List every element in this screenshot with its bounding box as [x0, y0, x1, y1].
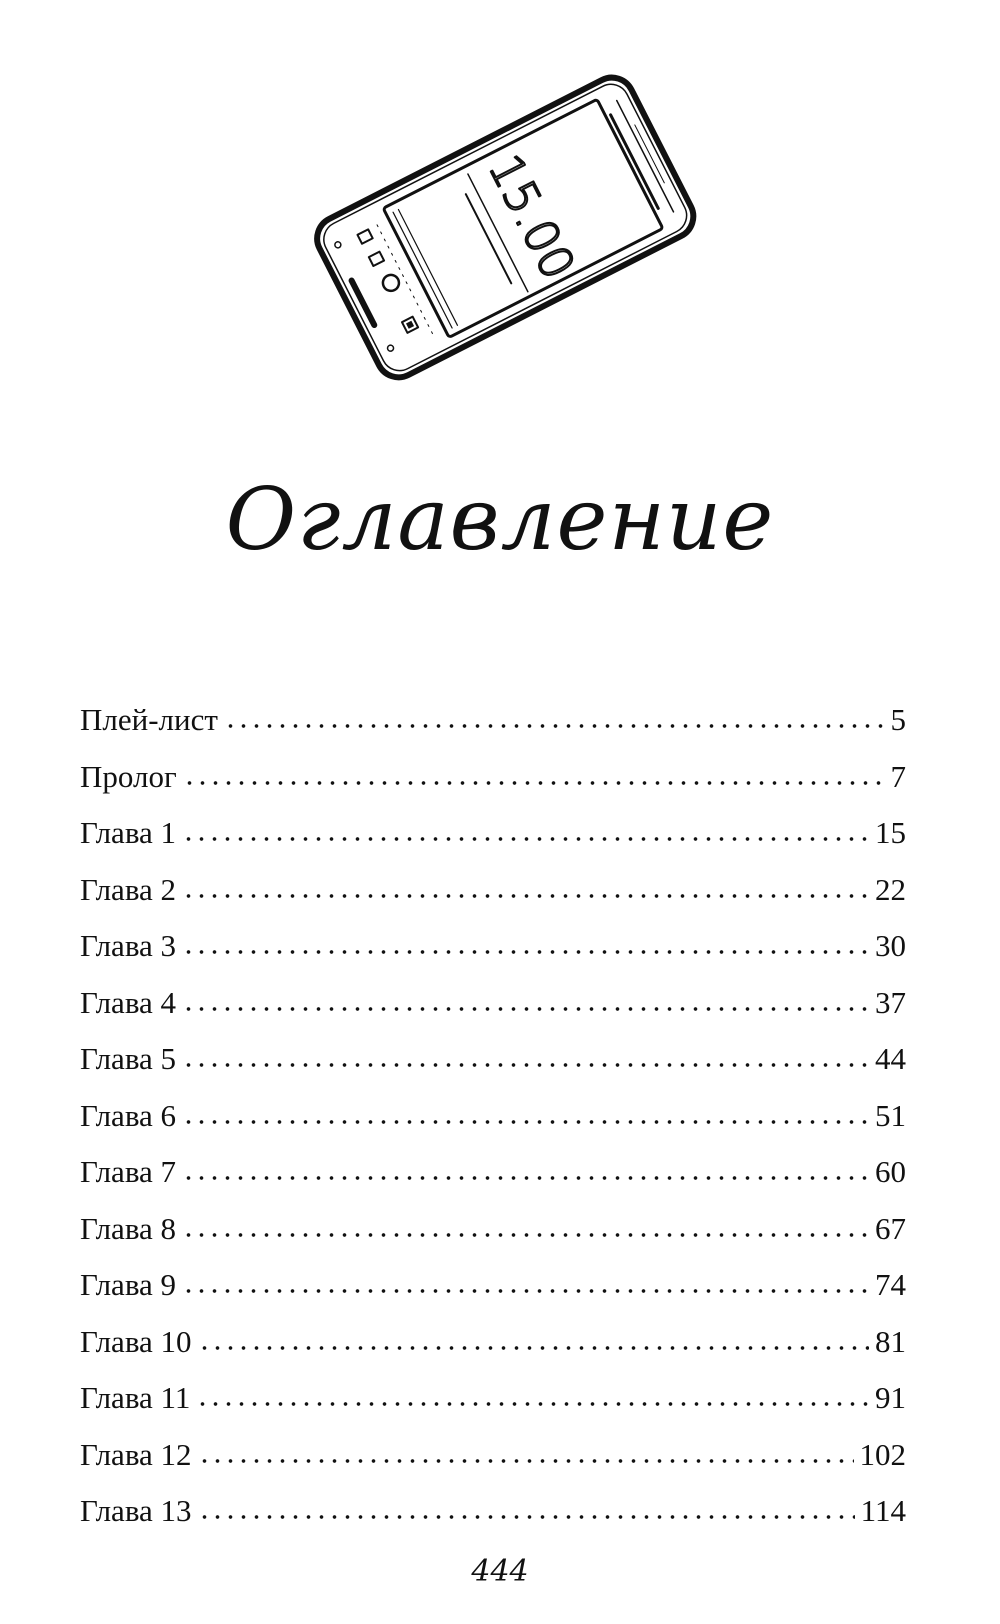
toc-entry	[80, 1427, 906, 1484]
toc-entry	[80, 1201, 906, 1258]
toc-entry	[80, 862, 906, 919]
toc-entry	[80, 749, 906, 806]
toc-entry	[80, 975, 906, 1032]
entry-page-number: 102	[859, 1436, 906, 1472]
dot-leader	[182, 1232, 869, 1238]
dot-leader	[182, 893, 869, 899]
entry-title: Глава 1	[80, 815, 177, 850]
dot-leader	[182, 1119, 869, 1125]
dot-leader	[182, 949, 869, 955]
entry-title: Глава 11	[80, 1380, 191, 1415]
entry-page-number: 5	[890, 702, 906, 737]
entry-page-number: 15	[875, 815, 906, 850]
dot-leader	[182, 1006, 869, 1012]
phone-clock-display: 15.00	[477, 145, 586, 288]
entry-page-number: 30	[875, 928, 906, 963]
entry-title: Глава 13	[80, 1493, 192, 1528]
toc-entry	[80, 1370, 906, 1427]
entry-title: Глава 10	[80, 1323, 192, 1359]
entry-title: Глава 12	[80, 1436, 192, 1472]
entry-page-number: 91	[875, 1380, 906, 1415]
toc-entry	[80, 805, 906, 862]
entry-title: Глава 7	[80, 1154, 177, 1189]
entry-title: Глава 4	[80, 984, 177, 1020]
entry-page-number: 81	[875, 1323, 906, 1359]
entry-title: Глава 5	[80, 1041, 177, 1076]
toc-entry	[80, 918, 906, 975]
dot-leader	[182, 1288, 869, 1294]
entry-page-number: 7	[890, 758, 906, 794]
toc-heading: Оглавление	[225, 470, 775, 570]
entry-page-number: 51	[875, 1097, 906, 1133]
toc-entry	[80, 1031, 906, 1088]
dot-leader	[182, 836, 869, 842]
page-number: 444	[471, 1554, 529, 1589]
dot-leader	[224, 723, 885, 729]
toc-entry	[80, 692, 906, 749]
smartphone-illustration	[300, 55, 710, 400]
table-of-contents	[80, 692, 906, 1540]
dot-leader	[198, 1458, 854, 1464]
dot-leader	[198, 1345, 869, 1351]
entry-title: Глава 8	[80, 1210, 177, 1246]
entry-page-number: 44	[875, 1041, 906, 1076]
entry-page-number: 60	[875, 1154, 906, 1189]
dot-leader	[182, 1062, 869, 1068]
dot-leader	[183, 780, 885, 786]
entry-title: Глава 2	[80, 871, 177, 907]
dot-leader	[196, 1401, 869, 1407]
dot-leader	[182, 1175, 869, 1181]
entry-page-number: 67	[875, 1210, 906, 1246]
entry-title: Пролог	[80, 758, 177, 794]
entry-page-number: 37	[875, 984, 906, 1020]
entry-page-number: 114	[860, 1493, 906, 1528]
toc-entry	[80, 1314, 906, 1371]
toc-entry	[80, 1088, 906, 1145]
entry-page-number: 22	[875, 871, 906, 907]
entry-page-number: 74	[875, 1267, 906, 1302]
entry-title: Глава 9	[80, 1267, 177, 1302]
dot-leader	[198, 1514, 855, 1520]
toc-entry	[80, 1257, 906, 1314]
toc-entry	[80, 1144, 906, 1201]
entry-title: Плей-лист	[80, 702, 218, 737]
entry-title: Глава 3	[80, 928, 177, 963]
toc-entry	[80, 1483, 906, 1540]
entry-title: Глава 6	[80, 1097, 177, 1133]
